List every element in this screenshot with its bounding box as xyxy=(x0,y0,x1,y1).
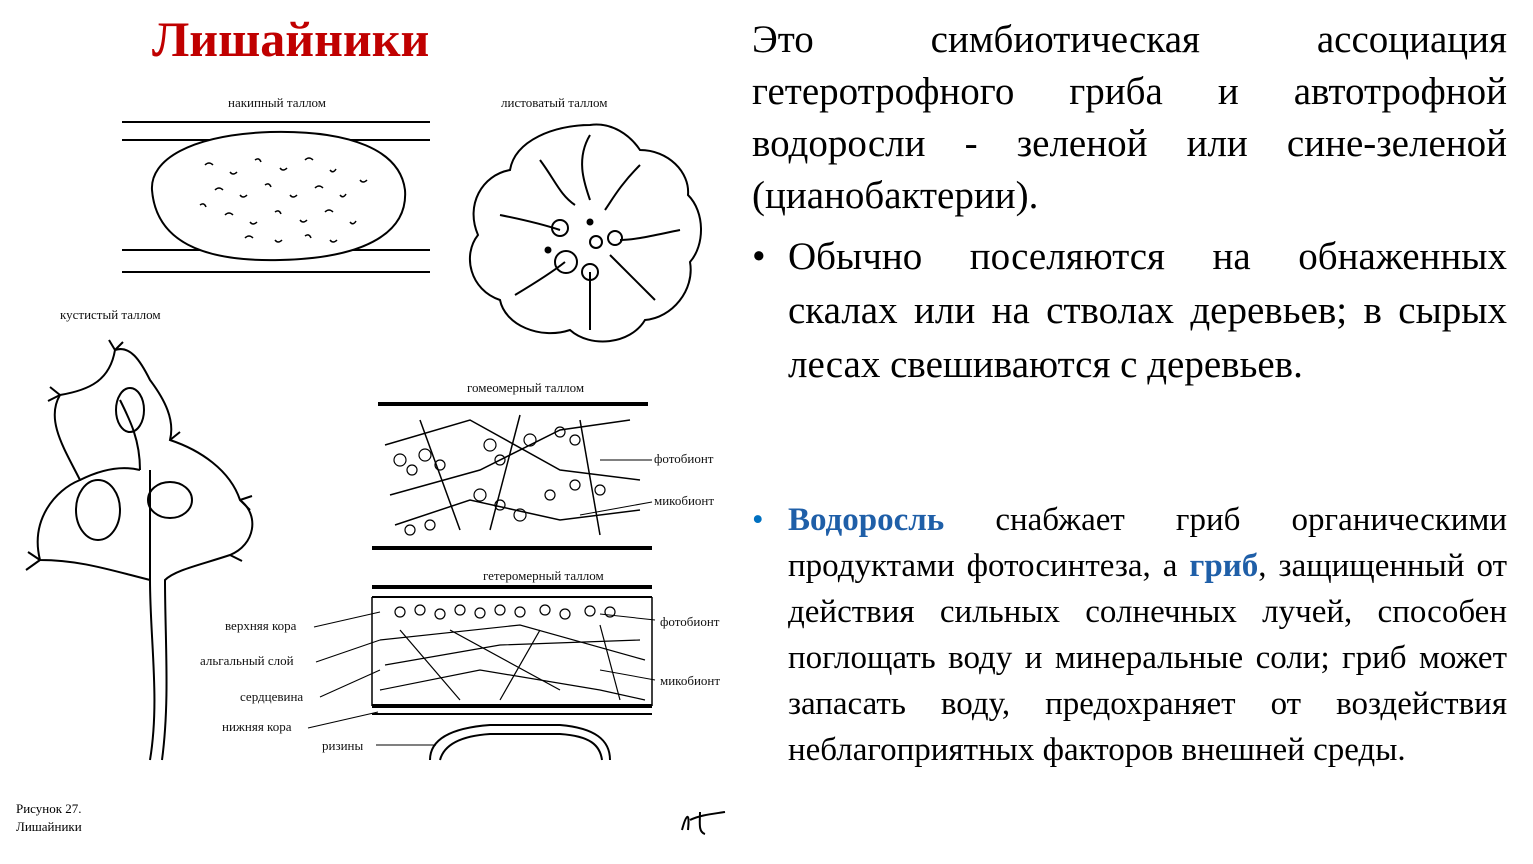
algal-layer-label: альгальный слой xyxy=(200,653,294,668)
intro-paragraph: Это симбиотическая ассоциация гетеротрофного гриба и автотрофной водоросли - зеленой или сине-зеленой (цианобактерии). xyxy=(752,18,1507,217)
footnote-line-1: Рисунок 27. xyxy=(16,801,82,816)
medulla-label: сердцевина xyxy=(240,689,304,704)
photobiont-label-1: фотобионт xyxy=(654,451,714,466)
bullet-habitat-text: Обычно поселяются на обнаженных скалах или на стволах деревьев; в сырых лесах свешиваются с деревьев. xyxy=(788,235,1507,386)
mycobiont-label-1: микобионт xyxy=(654,493,715,508)
upper-cortex-label: верхняя кора xyxy=(225,618,297,633)
bullet-symbiosis xyxy=(752,497,1507,773)
alga-highlight: Водоросль xyxy=(788,502,945,538)
fungus-highlight: гриб xyxy=(1189,548,1259,584)
symbiosis-text-part1: снабжает гриб органическими продуктами фотосинтеза, а xyxy=(788,502,1507,584)
bullet-symbiosis-text xyxy=(788,497,1507,773)
lower-cortex-label: нижняя кора xyxy=(222,719,292,734)
symbiosis-text-part2: , защищенный от действия сильных солнечных лучей, способен поглощать воду и минеральные соли; гриб может запасать воду, предохраняет от воздействия неблагоприятных факторов внешней среды. xyxy=(788,548,1507,768)
bullet-marker: • xyxy=(752,235,766,278)
heteromerous-caption: гетеромерный таллом xyxy=(483,568,604,583)
footnote-line-2: Лишайники xyxy=(16,819,82,834)
foliose-caption: листоватый таллом xyxy=(501,95,608,110)
homeomerous-caption: гомеомерный таллом xyxy=(467,380,585,395)
mycobiont-label-2: микобионт xyxy=(660,673,721,688)
figure-footnote xyxy=(16,800,82,836)
slide-title: Лишайники xyxy=(152,11,430,67)
bullet-marker: • xyxy=(752,502,764,538)
lichen-figure xyxy=(0,0,740,864)
fruticose-caption: кустистый таллом xyxy=(60,307,161,322)
intro-block xyxy=(752,14,1507,222)
crustose-caption: накипный таллом xyxy=(228,95,327,110)
bullet-habitat xyxy=(752,230,1507,392)
photobiont-label-2: фотобионт xyxy=(660,614,720,629)
rhizines-label: ризины xyxy=(322,738,364,753)
